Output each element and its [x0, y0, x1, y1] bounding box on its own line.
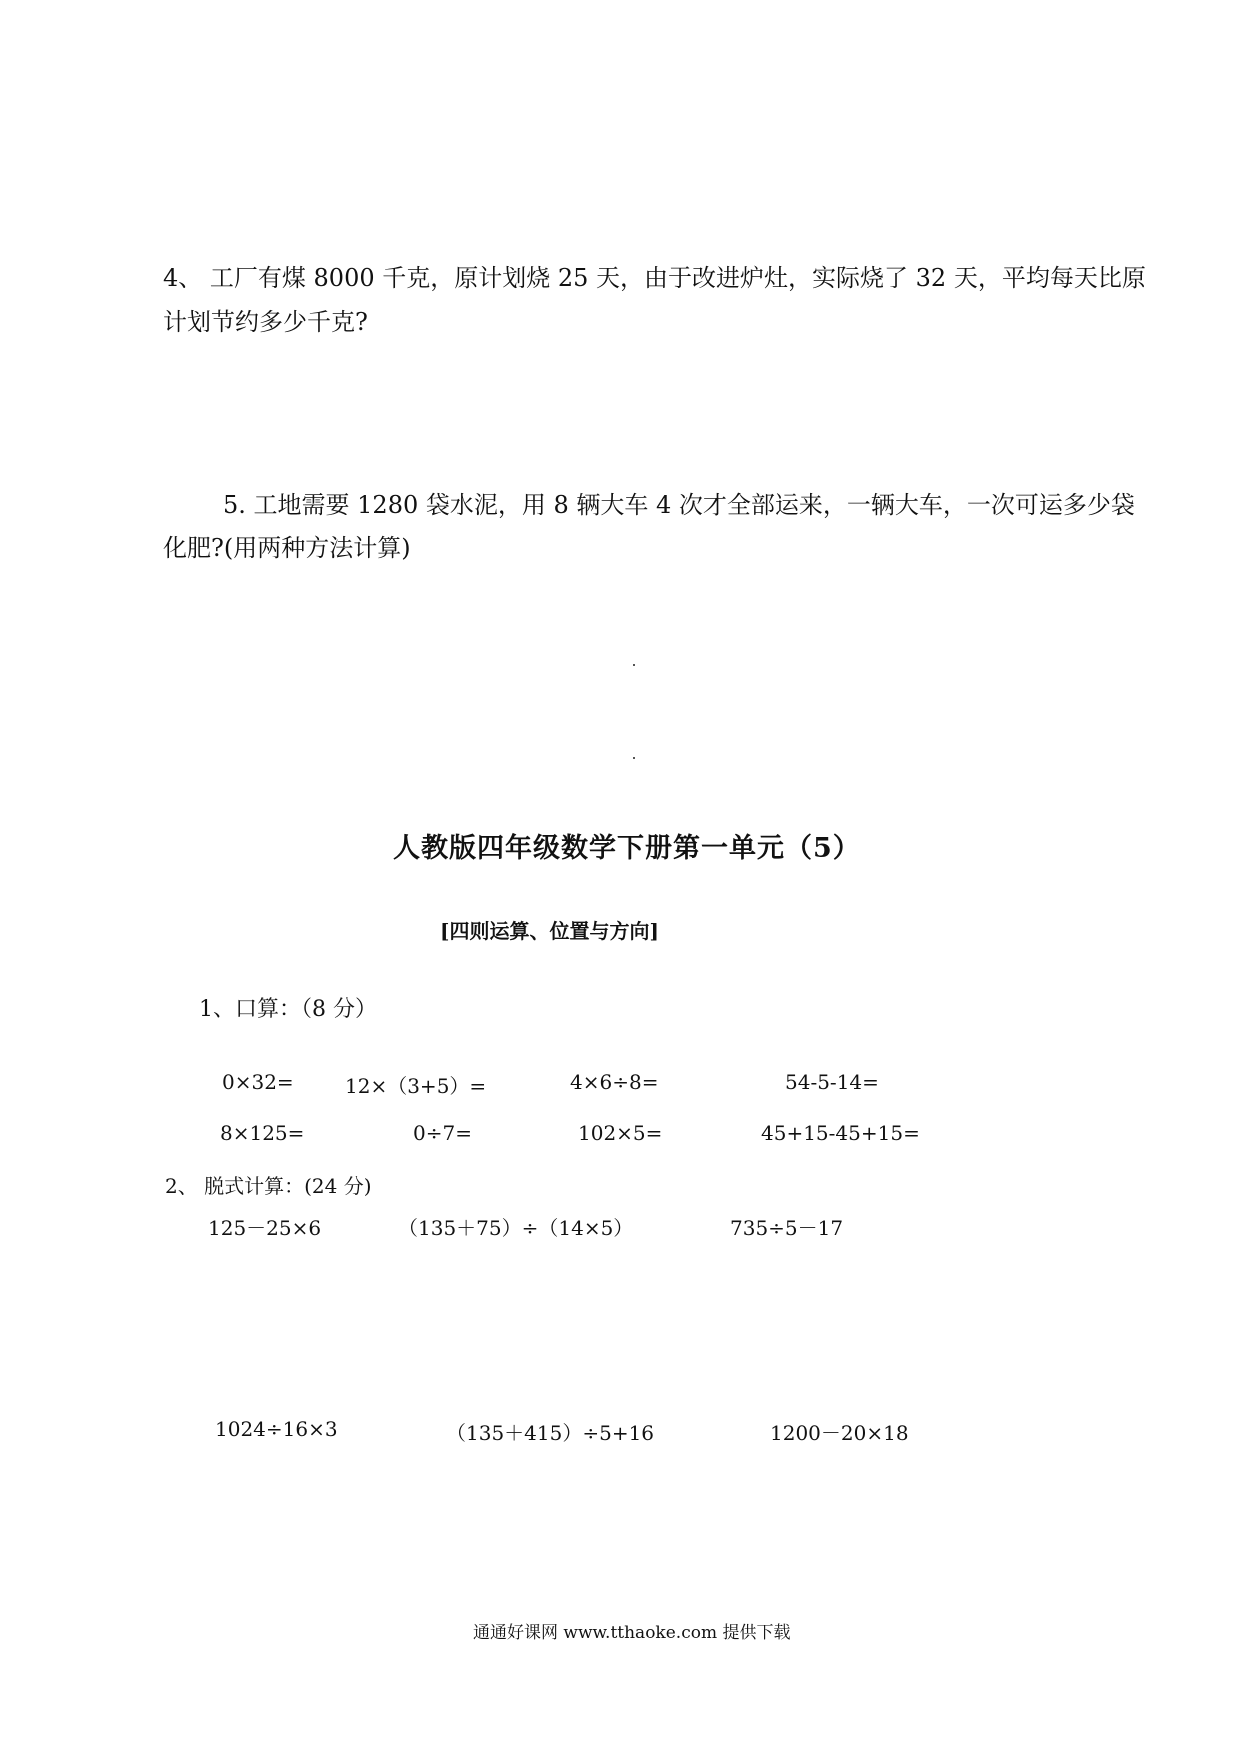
scan-dot [633, 664, 635, 666]
footer-credit: 通通好课网 www.tthaoke.com 提供下载 [473, 1623, 791, 1643]
scan-dot [633, 757, 635, 759]
step-calc-item: 1200－20×18 [770, 1421, 909, 1445]
problem-4-line-2: 计划节约多少千克? [163, 308, 368, 336]
oral-calc-item: 8×125= [220, 1121, 305, 1145]
page-title: 人教版四年级数学下册第一单元（5） [393, 833, 861, 864]
oral-calc-item: 4×6÷8= [570, 1070, 659, 1094]
page-subtitle: [四则运算、位置与方向] [440, 919, 659, 943]
step-calc-item: 125－25×6 [208, 1216, 322, 1240]
oral-calc-item: 0÷7= [413, 1121, 472, 1145]
problem-5-line-1: 5. 工地需要 1280 袋水泥，用 8 辆大车 4 次才全部运来，一辆大车，一次可运多少袋 [223, 491, 1135, 519]
step-calc-item: 735÷5－17 [730, 1216, 844, 1240]
problem-5-line-2: 化肥?(用两种方法计算) [163, 534, 411, 562]
section-1-heading: 1、口算：（8 分） [199, 997, 377, 1022]
section-2-heading: 2、 脱式计算：(24 分) [165, 1174, 372, 1198]
oral-calc-item: 0×32= [222, 1070, 294, 1094]
problem-4-line-1: 4、 工厂有煤 8000 千克，原计划烧 25 天，由于改进炉灶，实际烧了 32 天，平均每天比原 [163, 264, 1146, 292]
oral-calc-item: 45+15-45+15= [761, 1121, 920, 1145]
oral-calc-item: 102×5= [578, 1121, 663, 1145]
oral-calc-item: 12×（3+5）= [345, 1074, 487, 1098]
step-calc-item: （135＋415）÷5+16 [446, 1421, 655, 1445]
step-calc-item: 1024÷16×3 [215, 1417, 338, 1441]
step-calc-item: （135＋75）÷（14×5） [398, 1216, 634, 1240]
oral-calc-item: 54-5-14= [785, 1070, 879, 1094]
